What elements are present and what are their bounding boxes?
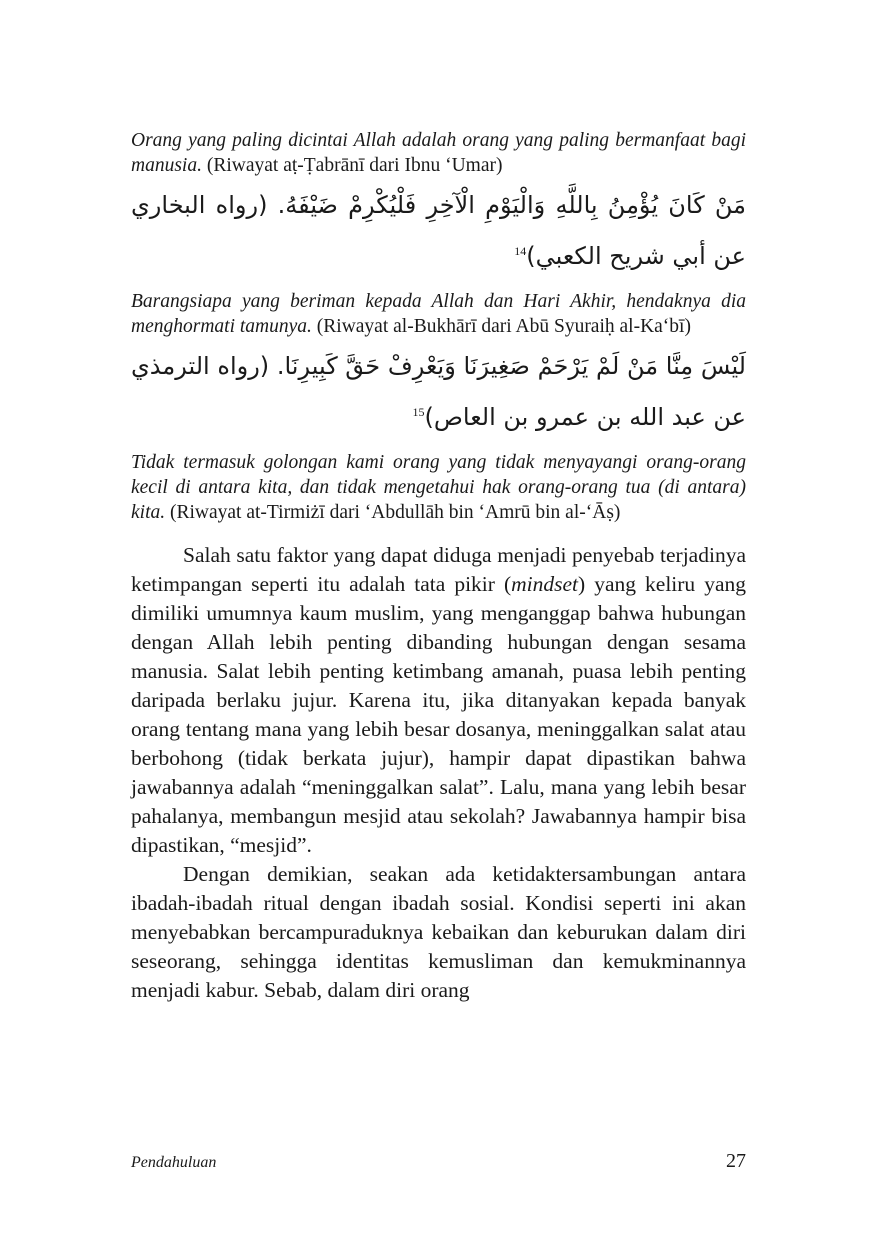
hadith-arabic-3 bbox=[131, 343, 746, 440]
arabic-text: مَنْ كَانَ يُؤْمِنُ بِاللَّهِ وَالْيَوْمِ الْآخِرِ فَلْيُكْرِمْ ضَيْفَهُ. (رواه البخاري عن أبي شريح الكعبي) bbox=[131, 191, 746, 270]
translation-italic: Barangsiapa yang beriman kepada Allah dan Hari Akhir, hendaknya dia menghormati tamunya. bbox=[131, 291, 746, 337]
hadith-translation-2 bbox=[131, 289, 746, 339]
hadith-translation-1 bbox=[131, 128, 746, 178]
hadith-source: (Riwayat al-Bukhārī dari Abū Syuraiḥ al-Ka‘bī) bbox=[316, 316, 691, 337]
hadith-source: (Riwayat aṭ-Ṭabrānī dari Ibnu ‘Umar) bbox=[206, 155, 503, 176]
hadith-source: (Riwayat at-Tirmiżī dari ‘Abdullāh bin ‘Amrū bin al-‘Āṣ) bbox=[170, 502, 621, 523]
page-content bbox=[131, 128, 746, 1005]
arabic-text: لَيْسَ مِنَّا مَنْ لَمْ يَرْحَمْ صَغِيرَنَا وَيَعْرِفْ حَقَّ كَبِيرِنَا. (رواه الترمذي عن عبد الله بن عمرو بن العاص) bbox=[131, 352, 746, 431]
footnote-marker[interactable]: 15 bbox=[412, 405, 425, 419]
translation-italic: Tidak termasuk golongan kami orang yang tidak menyayangi orang-orang kecil di antara kita, dan tidak mengetahui hak orang-orang tua (di antara) kita. bbox=[131, 452, 746, 523]
page-number: 27 bbox=[726, 1150, 746, 1172]
body-paragraph-2: Dengan demikian, seakan ada ketidaktersambungan antara ibadah-ibadah ritual dengan ibadah sosial. Kondisi seperti ini akan menyebabkan bercampuraduknya kebaikan dan keburukan dalam diri seseorang, sehingga identitas kemusliman dan kemukminannya menjadi kabur. Sebab, dalam diri orang bbox=[131, 862, 746, 1002]
footnote-marker[interactable]: 14 bbox=[514, 244, 527, 258]
running-footer-section: Pendahuluan bbox=[131, 1154, 217, 1171]
hadith-translation-3 bbox=[131, 450, 746, 525]
body-paragraph-1 bbox=[131, 541, 746, 860]
paragraph-text: Salah satu faktor yang dapat diduga menjadi penyebab terjadinya ketimpangan seperti itu adalah tata pikir ( bbox=[131, 543, 746, 596]
hadith-arabic-2 bbox=[131, 182, 746, 279]
translation-italic: Orang yang paling dicintai Allah adalah orang yang paling bermanfaat bagi manusia. bbox=[131, 130, 746, 176]
paragraph-text: ) yang keliru yang dimiliki umumnya kaum muslim, yang menganggap bahwa hubungan dengan Allah lebih penting dibanding hubungan dengan sesama manusia. Salat lebih penting ketimbang amanah, puasa lebih penting daripada berlaku jujur. Karena itu, jika ditanyakan kepada banyak orang tentang mana yang lebih besar dosanya, meninggalkan salat atau berbohong (tidak berkata jujur), hampir dapat dipastikan bahwa jawabannya adalah “meninggalkan salat”. Lalu, mana yang lebih besar pahalanya, membangun mesjid atau sekolah? Jawabannya hampir bisa dipastikan, “mesjid”. bbox=[131, 572, 746, 857]
paragraph-italic-term: mindset bbox=[511, 572, 579, 596]
